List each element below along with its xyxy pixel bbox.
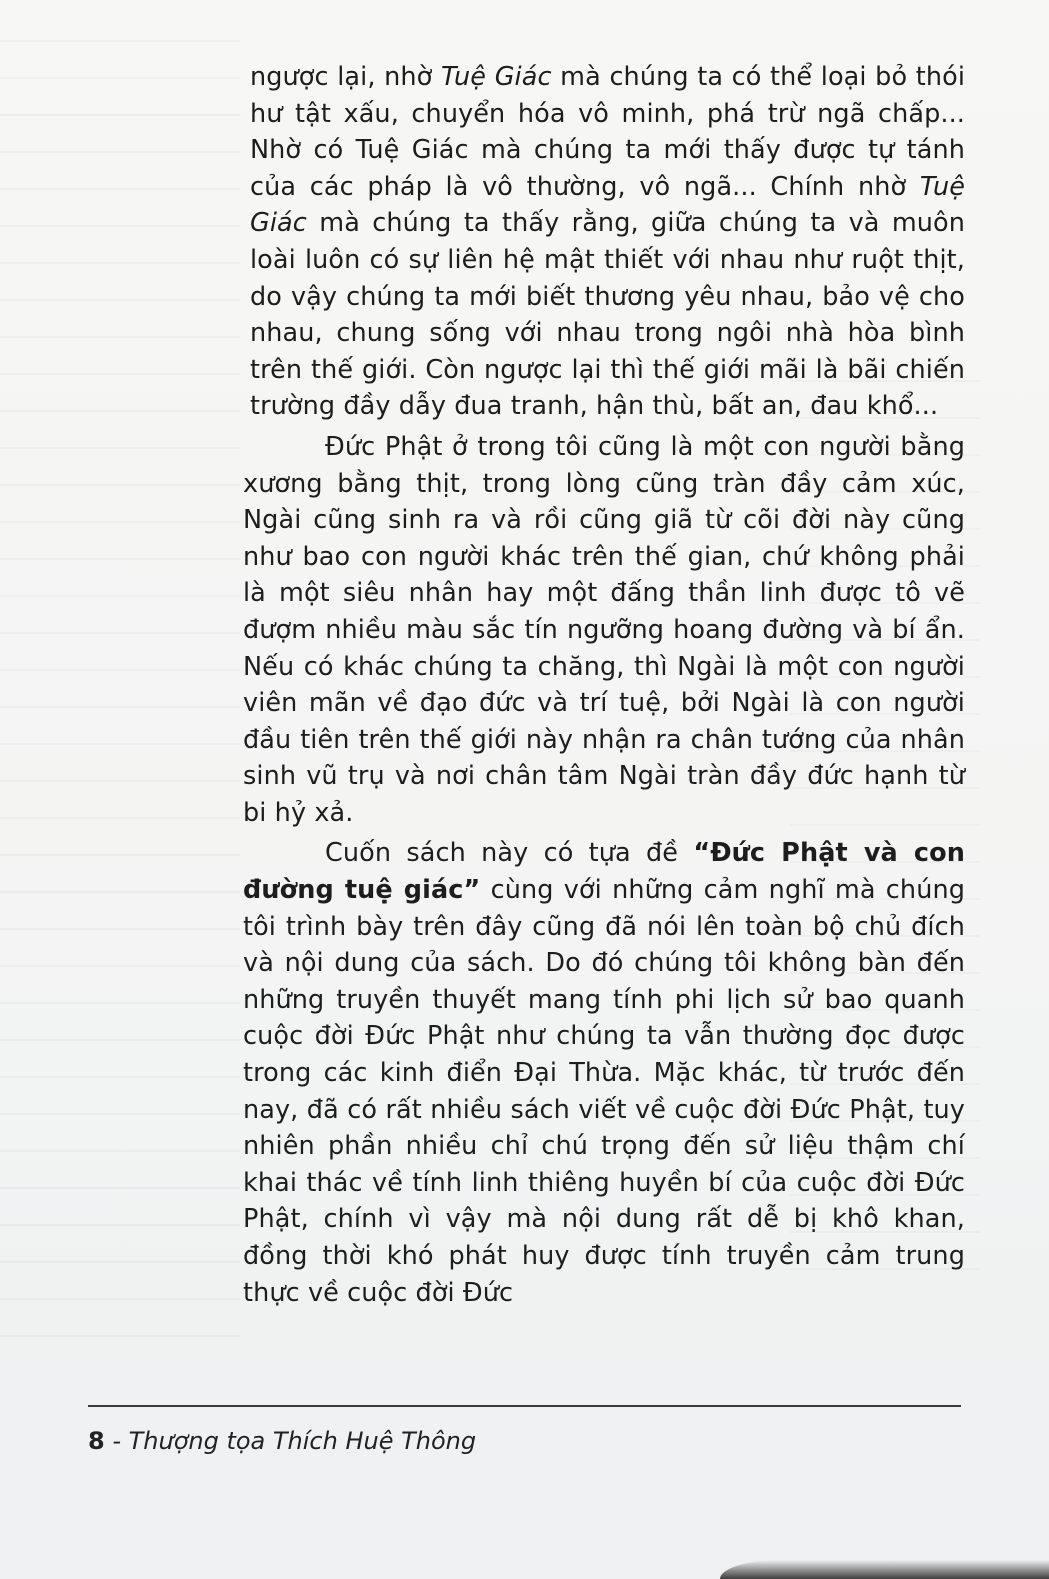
paragraph-1-emphasis-b: Tuệ Giác [250,171,965,239]
paragraph-3 [243,835,965,1311]
paragraph-1-text-a: ngược lại, nhờ [250,62,441,92]
paragraph-1 [243,59,965,425]
footer-separator: - [104,1427,129,1455]
page-number: 8 [88,1427,105,1455]
paragraph-1-emphasis-a: Tuệ Giác [440,62,552,92]
show-through-left [0,40,240,1360]
page-edge-shadow [720,1560,1049,1579]
body-text [243,59,965,1311]
paragraph-2: Đức Phật ở trong tôi cũng là một con người bằng xương bằng thịt, trong lòng cũng tràn đầy cảm xúc, Ngài cũng sinh ra và rồi cũng giã từ cõi đời này cũng như bao con người khác trên thế gian, chứ không phải là một siêu nhân hay một đấng thần linh được tô vẽ đượm nhiều màu sắc tín ngưỡng hoang đường và bí ẩn. Nếu có khác chúng ta chăng, thì Ngài là một con người viên mãn về đạo đức và trí tuệ, bởi Ngài là con người đầu tiên trên thế giới này nhận ra chân tướng của nhân sinh vũ trụ và nơi chân tâm Ngài tràn đầy đức hạnh từ bi hỷ xả. [243,431,965,828]
paragraph-3-text-a: Cuốn sách này có tựa đề [325,838,694,869]
footer-rule [88,1405,961,1407]
paragraph-3-text-b: cùng với những cảm nghĩ mà chúng tôi trình bày trên đây cũng đã nói lên toàn bộ chủ đích và nội dung của sách. Do đó chúng tôi không bàn đến những truyền thuyết mang tính phi lịch sử bao quanh cuộc đời Đức Phật như chúng ta vẫn thường đọc được trong các kinh điển Đại Thừa. Mặc khác, từ trước đến nay, đã có rất nhiều sách viết về cuộc đời Đức Phật, tuy nhiên phần nhiều chỉ chú trọng đến sử liệu thậm chí khai thác về tính linh thiêng huyền bí của cuộc đời Đức Phật, chính vì vậy mà nội dung rất dễ bị khô khan, đồng thời khó phát huy được tính truyền cảm trung thực về cuộc đời Đức [243,875,965,1308]
paragraph-1-text-c: mà chúng ta thấy rằng, giữa chúng ta và muôn loài luôn có sự liên hệ mật thiết với nhau như ruột thịt, do vậy chúng ta mới biết thương yêu nhau, bảo vệ cho nhau, chung sống với nhau trong ngôi nhà hòa bình trên thế giới. Còn ngược lại thì thế giới mãi là bãi chiến trường đầy dẫy đua tranh, hận thù, bất an, đau khổ... [250,208,965,422]
book-title-bold: “Đức Phật và con đường tuệ giác” [243,838,965,906]
paragraph-1-text-b: mà chúng ta có thể loại bỏ thói hư tật xấu, chuyển hóa vô minh, phá trừ ngã chấp... Nhờ có Tuệ Giác mà chúng ta mới thấy được tự tánh của các pháp là vô thường, vô ngã... Chính nhờ [250,62,966,202]
page-footer [88,1427,476,1455]
footer-author: Thượng tọa Thích Huệ Thông [128,1427,477,1455]
